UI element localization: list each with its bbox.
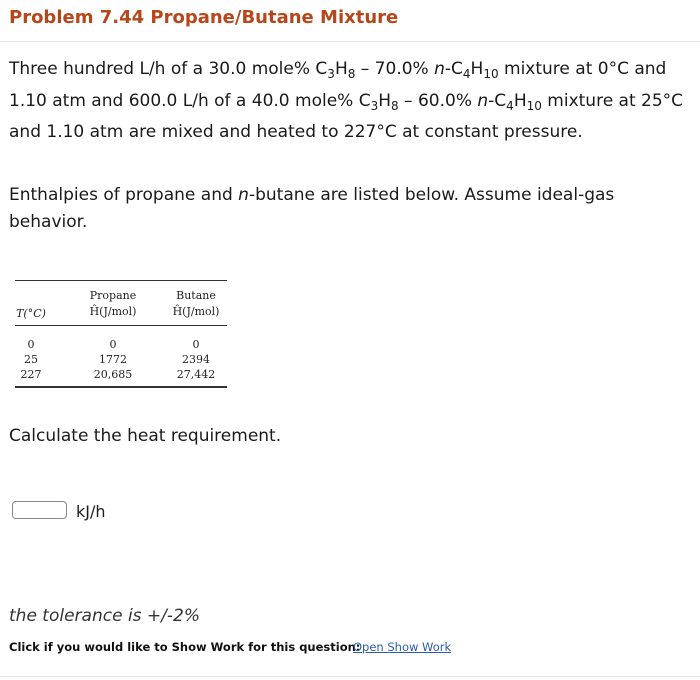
table-rule-bottom: [15, 386, 227, 388]
header-butane-unit: Ĥ(J/mol): [172, 305, 220, 318]
table-cell: 227: [20, 368, 42, 381]
show-work-prompt: Click if you would like to Show Work for this question:: [9, 640, 361, 654]
table-cell: 27,442: [176, 368, 216, 381]
table-rule-header: [15, 325, 227, 326]
table-rule-top: [15, 280, 227, 281]
problem-statement: Three hundred L/h of a 30.0 mole% $C_3H_8 - 70.0\%$ $n-C_4H_{10}$ mixture at 0°C and 1.10 atm and 600.0 L/h of a 40.0 mole% $C_3H_8 - 60.0\%$ $n-C_4H_{10}$ mixture at 25°C and 1.10 atm are mixed and heated to 227°C at constant pressure.: [9, 59, 684, 142]
table-cell: 20,685: [93, 368, 133, 381]
header-propane-unit: Ĥ(J/mol): [89, 305, 137, 318]
enthalpy-intro: Enthalpies of propane and n-butane are listed below. Assume ideal-gas behavior.: [9, 185, 615, 232]
header-butane: Butane: [176, 289, 216, 302]
open-show-work-link[interactable]: Open Show Work: [353, 640, 452, 654]
tolerance-note: the tolerance is +/-2%: [9, 606, 201, 626]
answer-units: kJ/h: [76, 502, 106, 521]
header-temperature: T(°C): [16, 307, 46, 320]
answer-input[interactable]: [12, 501, 67, 519]
table-cell: 0: [109, 338, 117, 351]
problem-title: Problem 7.44 Propane/Butane Mixture: [9, 7, 399, 28]
table-cell: 0: [27, 338, 35, 351]
table-cell: 25: [24, 353, 38, 366]
table-cell: 2394: [182, 353, 210, 366]
footer-divider: [0, 676, 700, 677]
header-propane: Propane: [89, 289, 137, 302]
question-prompt: Calculate the heat requirement.: [9, 426, 282, 446]
table-cell: 0: [192, 338, 200, 351]
header-divider: [0, 41, 700, 42]
table-cell: 1772: [99, 353, 127, 366]
